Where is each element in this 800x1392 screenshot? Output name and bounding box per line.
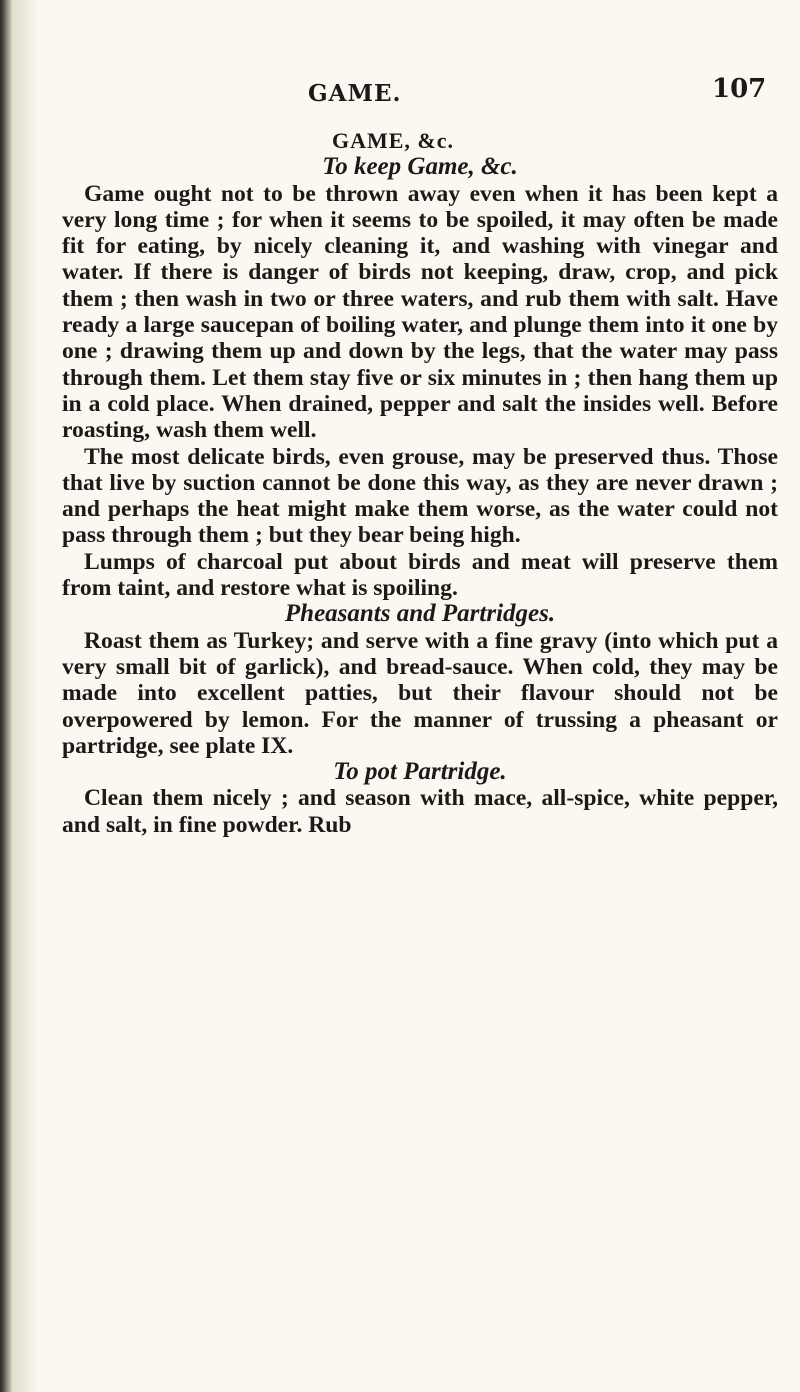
subheading-to-keep-game: To keep Game, &c. xyxy=(322,153,518,181)
running-header: GAME. xyxy=(308,80,402,107)
paragraph: Game ought not to be thrown away even when it has been kept a very long time ; for when it seems to be spoiled, it may often be made fit for eating, by nicely cleaning it, and washing with vinegar and water. If there is danger of birds not keeping, draw, crop, and pick them ; then wash in two or three waters, and rub them with salt. Have ready a large saucepan of boiling water, and plunge them into it one by one ; drawing them up and down by the legs, that the water may pass through them. Let them stay five or six minutes in ; then hang them up in a cold place. When drained, pepper and salt the insides well. Before roasting, wash them well. xyxy=(62,180,778,444)
paragraph: Roast them as Turkey; and serve with a fine gravy (into which put a very small bit of garlick), and bread-sauce. When cold, they may be made into excellent patties, but their flavour should not be overpowered by lemon. For the manner of trussing a pheasant or partridge, see plate IX. xyxy=(62,627,778,759)
paragraph: The most delicate birds, even grouse, may be preserved thus. Those that live by suction cannot be done this way, as they are never drawn ; and perhaps the heat might make them worse, as the water could not pass through them ; but they bear being high. xyxy=(62,443,778,549)
page-number: 107 xyxy=(712,74,767,104)
subheading-pheasants-and-partridges: Pheasants and Partridges. xyxy=(284,600,556,628)
section-heading: GAME, &c. xyxy=(331,128,455,153)
paragraph: Lumps of charcoal put about birds and meat will preserve them from taint, and restore what is spoiling. xyxy=(62,548,778,602)
paragraph: Clean them nicely ; and season with mace, all-spice, white pepper, and salt, in fine powder. Rub xyxy=(62,785,778,838)
page-body xyxy=(62,128,778,838)
subheading-to-pot-partridge: To pot Partridge. xyxy=(333,758,507,786)
